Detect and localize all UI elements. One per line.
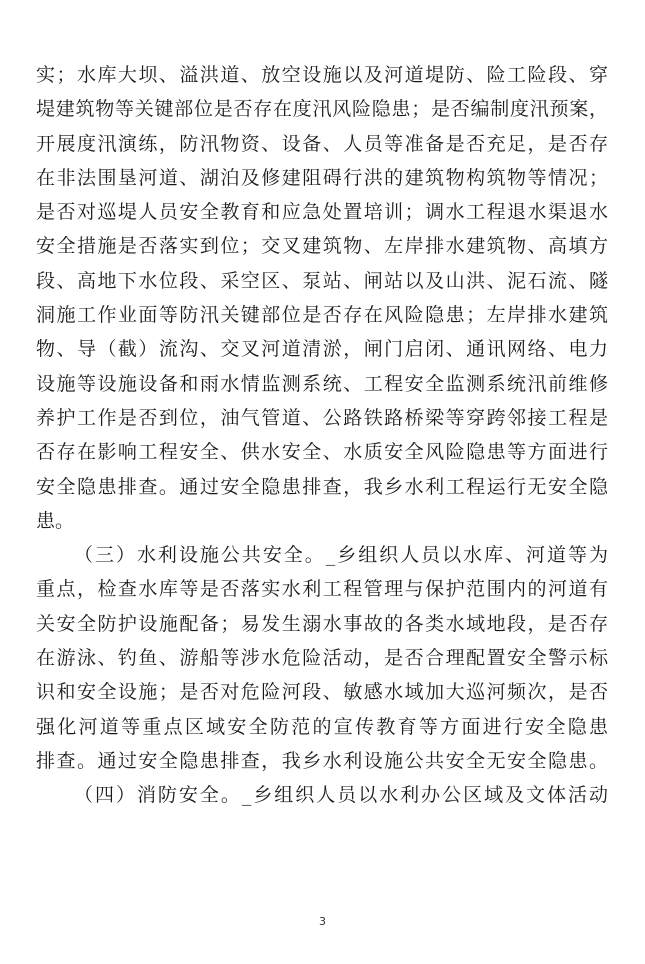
- text-line: 是否对巡堤人员安全教育和应急处置培训；调水工程退水渠退水: [36, 201, 608, 224]
- text-line: 安全措施是否落实到位；交叉建筑物、左岸排水建筑物、高填方: [36, 235, 608, 258]
- text-line: 物、导（截）流沟、交叉河道清淤，闸门启闭、通讯网络、电力: [36, 338, 608, 361]
- text-line: 段、高地下水位段、采空区、泵站、闸站以及山洪、泥石流、隧: [36, 269, 608, 292]
- text-line: 关安全防护设施配备；易发生溺水事故的各类水域地段，是否存: [36, 612, 608, 635]
- text-line: 养护工作是否到位，油气管道、公路铁路桥梁等穿跨邻接工程是: [36, 406, 608, 429]
- text-line: 否存在影响工程安全、供水安全、水质安全风险隐患等方面进行: [36, 441, 608, 464]
- section-heading-line: （四）消防安全。_乡组织人员以水利办公区域及文体活动: [74, 784, 608, 807]
- text-line: 重点，检查水库等是否落实水利工程管理与保护范围内的河道有: [36, 578, 608, 601]
- text-line: 患。: [36, 509, 75, 532]
- text-line: 在游泳、钓鱼、游船等涉水危险活动，是否合理配置安全警示标: [36, 647, 608, 670]
- text-line: 排查。通过安全隐患排查，我乡水利设施公共安全无安全隐患。: [36, 749, 608, 772]
- text-line: 安全隐患排查。通过安全隐患排查，我乡水利工程运行无安全隐: [36, 475, 608, 498]
- document-body: [36, 58, 608, 813]
- text-line: 洞施工作业面等防汛关键部位是否存在风险隐患；左岸排水建筑: [36, 304, 608, 327]
- section-heading-line: （三）水利设施公共安全。_乡组织人员以水库、河道等为: [74, 544, 608, 567]
- page-number: 3: [319, 915, 326, 928]
- text-line: 堤建筑物等关键部位是否存在度汛风险隐患；是否编制度汛预案，: [36, 98, 608, 121]
- text-line: 开展度汛演练，防汛物资、设备、人员等准备是否充足，是否存: [36, 132, 608, 155]
- text-line: 实；水库大坝、溢洪道、放空设施以及河道堤防、险工险段、穿: [36, 64, 608, 86]
- text-line: 识和安全设施；是否对危险河段、敏感水域加大巡河频次，是否: [36, 681, 608, 704]
- text-line: 强化河道等重点区域安全防范的宣传教育等方面进行安全隐患: [36, 715, 608, 738]
- text-line: 在非法围垦河道、湖泊及修建阻碍行洪的建筑物构筑物等情况；: [36, 166, 608, 189]
- text-line: 设施等设施设备和雨水情监测系统、工程安全监测系统汛前维修: [36, 372, 608, 395]
